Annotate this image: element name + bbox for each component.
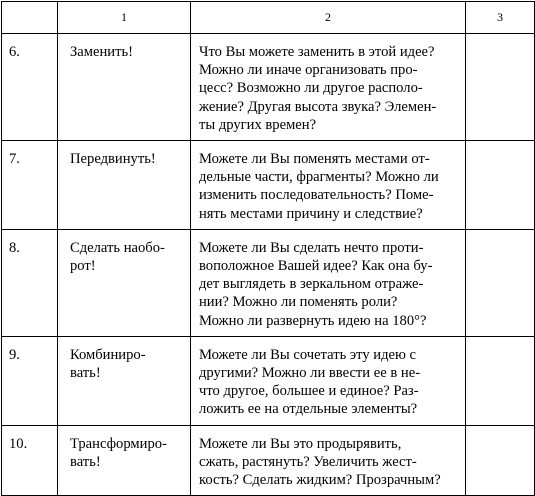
desc-line: ложить ее на отдельные элементы?: [199, 401, 418, 418]
table-row: [2, 34, 535, 141]
desc-line: жение? Другая высота звука? Элемен-: [199, 98, 437, 115]
description-cell: [191, 425, 466, 496]
desc-line: цесс? Возможно ли другое располо-: [199, 80, 423, 97]
empty-cell: [466, 425, 535, 496]
action-line: Сделать наобо-: [70, 239, 165, 256]
empty-cell: [466, 141, 535, 230]
description-cell: [191, 34, 466, 141]
desc-line: кость? Сделать жидким? Прозрачным?: [199, 472, 441, 489]
row-number: 6.: [2, 34, 58, 141]
desc-line: нять местами причину и следствие?: [199, 205, 423, 222]
table-row: [2, 336, 535, 425]
action-line: рот!: [70, 258, 96, 275]
action-line: Комбиниро-: [70, 346, 146, 363]
desc-line: Можете ли Вы поменять местами от-: [199, 151, 430, 168]
desc-line: воположное Вашей идее? Как она бу-: [199, 258, 433, 275]
action-line: Передвинуть!: [70, 151, 156, 168]
desc-line: другими? Можно ли ввести ее в не-: [199, 365, 421, 382]
action-cell: [58, 141, 191, 230]
row-number: 7.: [2, 141, 58, 230]
header-cell-3: 3: [466, 2, 535, 34]
technique-table: [1, 1, 535, 496]
action-line: вать!: [70, 365, 101, 382]
desc-line: Можно ли иначе организовать про-: [199, 62, 418, 79]
action-cell: [58, 229, 191, 336]
desc-line: нии? Можно ли поменять роли?: [199, 294, 398, 311]
desc-line: Можете ли Вы сделать нечто проти-: [199, 239, 424, 256]
action-line: Заменить!: [70, 44, 134, 60]
header-cell-empty: [2, 2, 58, 34]
desc-line: что другое, большее и единое? Раз-: [199, 383, 419, 400]
desc-line: ты других времен?: [199, 116, 317, 133]
desc-line: дельные части, фрагменты? Можно ли: [199, 169, 439, 186]
header-cell-1: 1: [58, 2, 191, 34]
desc-line: Можно ли развернуть идею на 180°?: [199, 312, 427, 329]
action-cell: [58, 425, 191, 496]
action-cell: [58, 336, 191, 425]
action-line: Трансформиро-: [70, 435, 167, 452]
row-number: 8.: [2, 229, 58, 336]
table-row: [2, 425, 535, 496]
desc-line: изменить последовательность? Поме-: [199, 187, 434, 204]
action-line: вать!: [70, 453, 101, 470]
table-body: [2, 2, 535, 496]
description-cell: [191, 229, 466, 336]
desc-line: дет выглядеть в зеркальном отраже-: [199, 276, 424, 293]
description-cell: [191, 141, 466, 230]
table-row: [2, 141, 535, 230]
description-cell: [191, 336, 466, 425]
row-number: 9.: [2, 336, 58, 425]
desc-line: Можете ли Вы сочетать эту идею с: [199, 346, 417, 363]
empty-cell: [466, 229, 535, 336]
desc-line: Что Вы можете заменить в этой идее?: [199, 44, 435, 60]
action-cell: [58, 34, 191, 141]
table-row: [2, 229, 535, 336]
header-row: [2, 2, 535, 34]
desc-line: Можете ли Вы это продырявить,: [199, 435, 402, 452]
header-cell-2: 2: [191, 2, 466, 34]
empty-cell: [466, 336, 535, 425]
empty-cell: [466, 34, 535, 141]
row-number: 10.: [2, 425, 58, 496]
desc-line: сжать, растянуть? Увеличить жест-: [199, 453, 417, 470]
